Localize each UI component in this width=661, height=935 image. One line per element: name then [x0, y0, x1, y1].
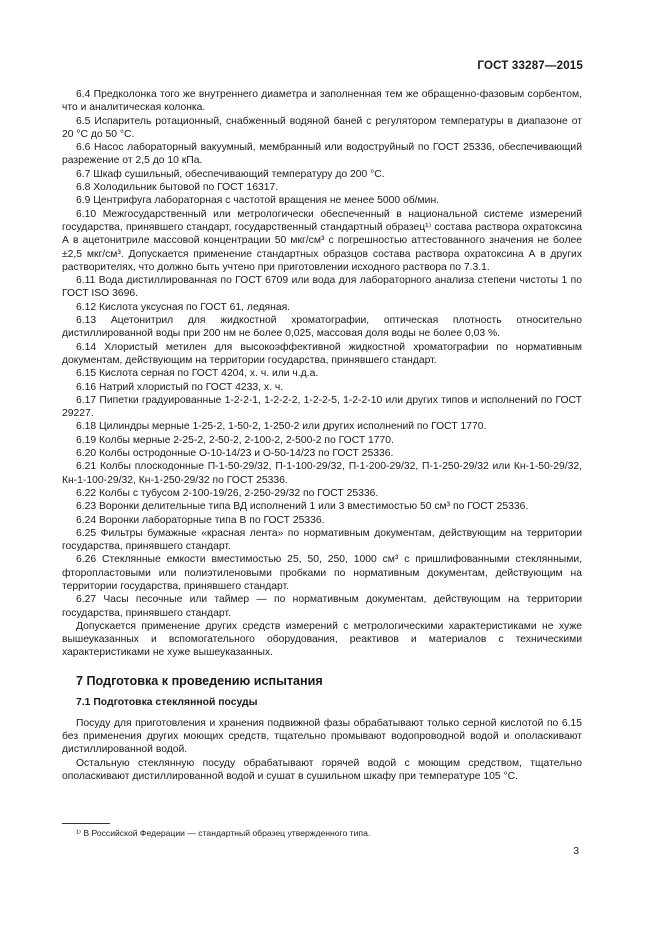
glassware-paragraph-2: Остальную стеклянную посуду обрабатывают горячей водой с моющим средством, тщательно ополаскивают дистиллированной водой и сушат в сушильном шкафу при температуре 105 °С. — [62, 757, 582, 782]
standard-number: ГОСТ 33287—2015 — [477, 60, 583, 72]
item-6-26: 6.26 Стеклянные емкости вместимостью 25, 50, 250, 1000 см³ с пришлифованными стеклянными, фторопластовыми или полиэтиленовыми пробками по нормативным документам, действующим на территории государства, принявшего стандарт. — [62, 554, 582, 592]
item-6-10: 6.10 Межгосударственный или метрологически обеспеченный в национальной системе измерений государства, принявшего стандарт, государственный стандартный образец¹⁾ состава раствора охратоксина А в ацетонитриле массовой концентрации 50 мкг/см³ с погрешностью аттестованного значения не более ±2,5 мкг/см³. Допускается применение стандартных образцов состава раствора охратоксина А в других растворителях, что должно быть учтено при приготовлении исходного раствора по 7.3.1. — [62, 208, 582, 273]
section-7-heading: 7 Подготовка к проведению испытания — [76, 673, 323, 688]
item-6-4: 6.4 Предколонка того же внутреннего диаметра и заполненная тем же обращенно-фазовым сорбентом, что и аналитическая колонка. — [62, 89, 582, 114]
glassware-paragraph-1: Посуду для приготовления и хранения подвижной фазы обрабатывают только серной кислотой по 6.15 без применения других моющих средств, тщательно промывают водопроводной водой и ополаскивают дистиллированной водой. — [62, 717, 582, 756]
item-6-21: 6.21 Колбы плоскодонные П-1-50-29/32, П-1-100-29/32, П-1-200-29/32, П-1-250-29/32 или Кн-1-50-29/32, Кн-1-100-29/32, Кн-1-250-29/32 по ГОСТ 25336. — [62, 461, 582, 486]
item-6-8: 6.8 Холодильник бытовой по ГОСТ 16317. — [76, 182, 279, 194]
item-6-20: 6.20 Колбы остродонные О-10-14/23 и О-50-14/23 по ГОСТ 25336. — [76, 448, 394, 460]
item-6-11: 6.11 Вода дистиллированная по ГОСТ 6709 или вода для лабораторного анализа степени чистоты 1 по ГОСТ ISO 3696. — [62, 275, 582, 300]
item-6-5: 6.5 Испаритель ротационный, снабженный водяной баней с регулятором температуры в диапазоне от 20 °С до 50 °С. — [62, 115, 582, 140]
footnote-separator — [62, 823, 110, 824]
item-6-22: 6.22 Колбы с тубусом 2-100-19/26, 2-250-29/32 по ГОСТ 25336. — [76, 487, 379, 499]
item-6-19: 6.19 Колбы мерные 2-25-2, 2-50-2, 2-100-2, 2-500-2 по ГОСТ 1770. — [76, 434, 394, 446]
item-6-16: 6.16 Натрий хлористый по ГОСТ 4233, х. ч. — [76, 381, 284, 393]
item-6-12: 6.12 Кислота уксусная по ГОСТ 61, ледяная. — [76, 301, 291, 313]
body-text — [62, 88, 582, 783]
item-6-23: 6.23 Воронки делительные типа ВД исполнений 1 или 3 вместимостью 50 см³ по ГОСТ 25336. — [76, 501, 529, 513]
item-6-9: 6.9 Центрифуга лабораторная с частотой вращения не менее 5000 об/мин. — [76, 195, 440, 207]
item-6-17: 6.17 Пипетки градуированные 1-2-2-1, 1-2-2-2, 1-2-2-5, 1-2-2-10 или других типов и исполнений по ГОСТ 29227. — [62, 394, 582, 420]
item-6-13: 6.13 Ацетонитрил для жидкостной хроматографии, оптическая плотность относительно дистиллированной воды при 200 нм не более 0,025, массовая доля воды не более 0,03 %. — [62, 315, 582, 340]
item-6-18: 6.18 Цилиндры мерные 1-25-2, 1-50-2, 1-250-2 или других исполнений по ГОСТ 1770. — [76, 421, 487, 433]
item-6-15: 6.15 Кислота серная по ГОСТ 4204, х. ч. или ч.д.а. — [76, 368, 319, 380]
footnote: ¹⁾ В Российской Федерации — стандартный образец утвержденного типа. — [76, 828, 371, 838]
item-6-27: 6.27 Часы песочные или таймер — по нормативным документам, действующим на территории государства, принявшего стандарт. — [62, 594, 582, 619]
item-6-25: 6.25 Фильтры бумажные «красная лента» по нормативным документам, действующим на территории государства, принявшего стандарт. — [62, 527, 582, 553]
subsection-7-1-heading: 7.1 Подготовка стеклянной посуды — [76, 696, 258, 708]
item-6-24: 6.24 Воронки лабораторные типа В по ГОСТ 25336. — [76, 514, 325, 526]
page-number: 3 — [573, 846, 579, 857]
allowance-paragraph: Допускается применение других средств измерений с метрологическими характеристиками не хуже вышеуказанных и вспомогательного оборудования, реактивов и материалов с техническими характеристиками не хуже вышеуказанных. — [62, 620, 582, 659]
item-6-14: 6.14 Хлористый метилен для высокоэффективной жидкостной хроматографии по нормативным документам, действующим на территории государства, принявшего стандарт. — [62, 341, 582, 366]
item-6-7: 6.7 Шкаф сушильный, обеспечивающий температуру до 200 °С. — [76, 168, 385, 180]
item-6-6: 6.6 Насос лабораторный вакуумный, мембранный или водоструйный по ГОСТ 25336, обеспечивающий разрежение от 2,5 до 10 кПа. — [62, 142, 582, 167]
